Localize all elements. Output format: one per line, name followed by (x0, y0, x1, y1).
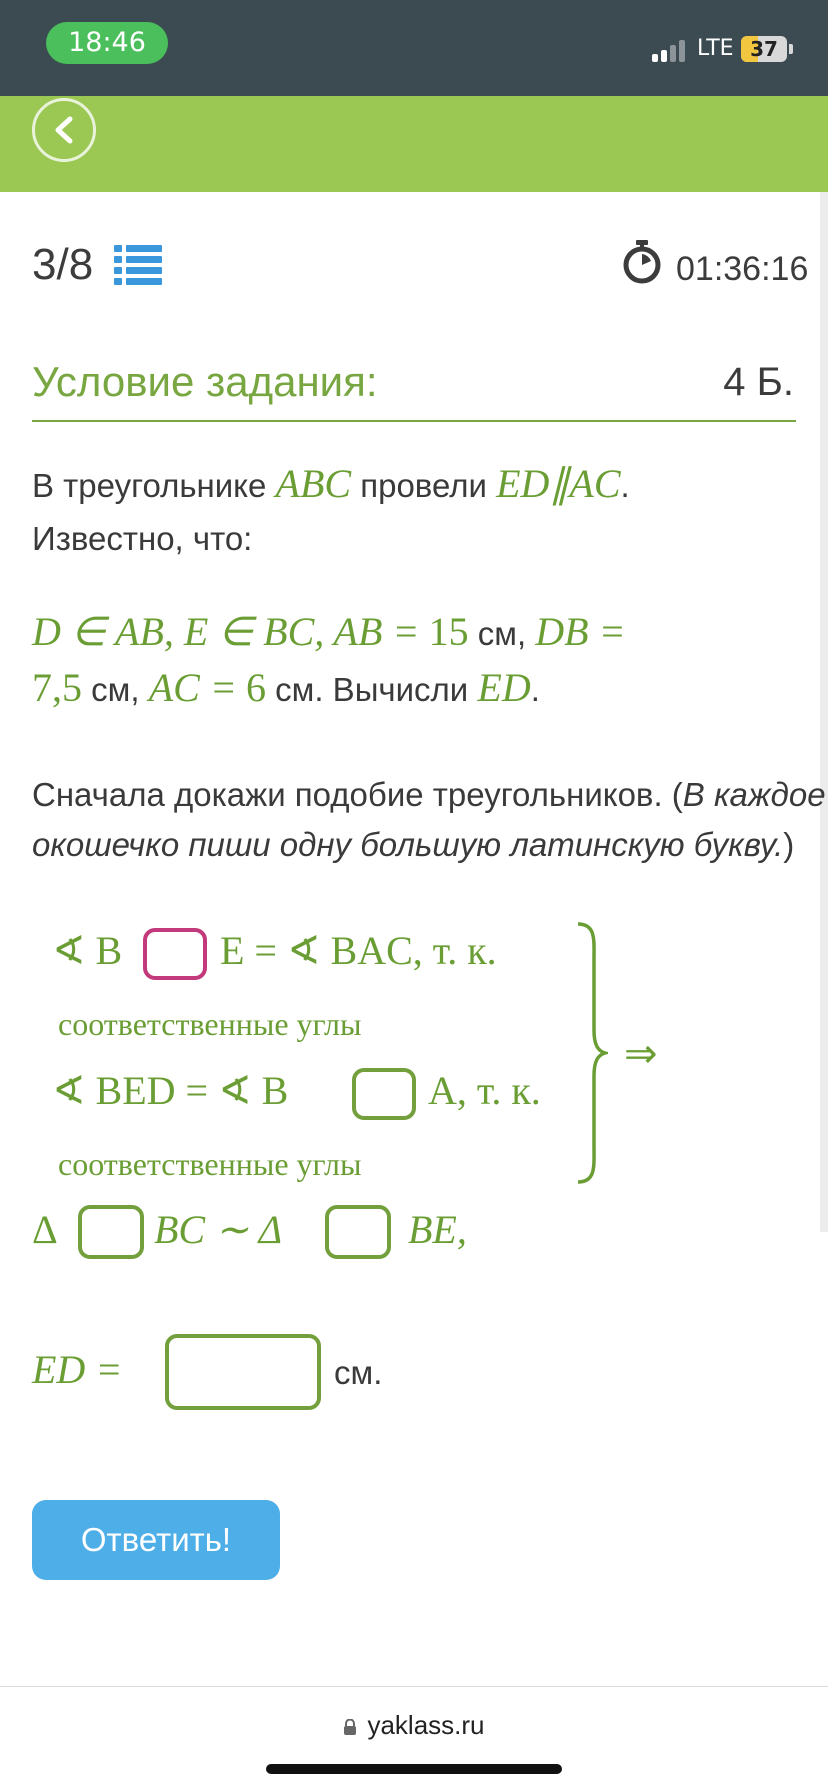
letter-box-2[interactable] (352, 1068, 416, 1120)
list-icon[interactable] (114, 243, 162, 285)
address-bar[interactable] (0, 1710, 828, 1741)
answer-input[interactable] (165, 1334, 321, 1410)
letter-box-4[interactable] (325, 1205, 391, 1259)
instruction-text: Сначала докажи подобие треугольников. ( (32, 776, 683, 813)
title-divider (32, 420, 796, 422)
submit-button[interactable]: Ответить! (32, 1500, 280, 1580)
unit-cm-3: см. Вычисли (275, 671, 469, 708)
battery-icon (741, 36, 787, 62)
given-db: DB = (535, 609, 626, 654)
battery-percent: 37 (750, 37, 778, 61)
answer-label: ED = (32, 1347, 123, 1392)
target-ed: ED (477, 665, 531, 710)
period: . (620, 467, 630, 504)
parallel-condition: ED∥AC (496, 461, 621, 506)
system-line-2-b: A, т. к. (428, 1068, 541, 1113)
home-indicator[interactable] (266, 1764, 562, 1774)
letter-box-1[interactable] (143, 928, 207, 980)
timer-value: 01:36:16 (676, 250, 809, 288)
instruction-italic-1: В каждое (682, 776, 826, 813)
right-brace (574, 920, 608, 1186)
task-line-1 (32, 460, 630, 507)
scrollbar[interactable] (820, 192, 828, 1232)
letter-box-3[interactable] (78, 1205, 144, 1259)
given-line-2 (32, 664, 540, 711)
lock-icon (343, 1719, 357, 1735)
implies-arrow: ⇒ (624, 1031, 658, 1076)
task-title: Условие задания: (32, 358, 378, 405)
status-time: 18:46 (46, 22, 168, 64)
similarity-part-2: BE, (408, 1207, 467, 1252)
app-header (0, 96, 828, 192)
system-note-1: соответственные углы (58, 1006, 362, 1042)
network-label: LTE (697, 36, 734, 61)
unit-cm-2: см, (91, 671, 140, 708)
instruction-italic-2: окошечко пиши одну большую латинскую букву. (32, 826, 784, 863)
answer-unit: см. (334, 1354, 383, 1391)
similarity-delta-1: Δ (32, 1207, 58, 1252)
instruction-line-1 (32, 776, 826, 814)
battery-cap (789, 44, 793, 54)
given-ac: AC = (148, 665, 237, 710)
given-line-1 (32, 608, 626, 655)
task-intro-2: провели (360, 467, 487, 504)
back-button[interactable] (32, 98, 96, 162)
value-ab: 15 (428, 609, 469, 654)
task-known: Известно, что: (32, 520, 253, 557)
period-2: . (530, 671, 540, 708)
unit-cm-1: см, (477, 615, 527, 652)
task-points: 4 Б. (723, 360, 794, 404)
triangle-abc: ABC (275, 461, 352, 506)
system-note-2: соответственные углы (58, 1146, 362, 1182)
instruction-line-2 (32, 826, 794, 864)
stopwatch-icon (622, 240, 662, 284)
value-ac: 6 (245, 665, 266, 710)
given-conditions: D ∈ AB, E ∈ BC, AB = (32, 609, 420, 654)
system-line-2-a: ∢ BED = ∢ B (52, 1068, 289, 1113)
signal-icon (652, 38, 690, 62)
task-intro: В треугольнике (32, 467, 267, 504)
system-line-1-a: ∢ B (52, 928, 123, 973)
url-text: yaklass.ru (367, 1710, 485, 1740)
task-progress: 3/8 (32, 240, 94, 289)
system-line-1-b: E = ∢ BAC, т. к. (220, 928, 497, 973)
instruction-close: ) (783, 826, 795, 863)
similarity-part-1: BC ∼ Δ (154, 1207, 283, 1252)
value-db: 7,5 (32, 665, 82, 710)
chevron-left-icon (52, 116, 76, 144)
